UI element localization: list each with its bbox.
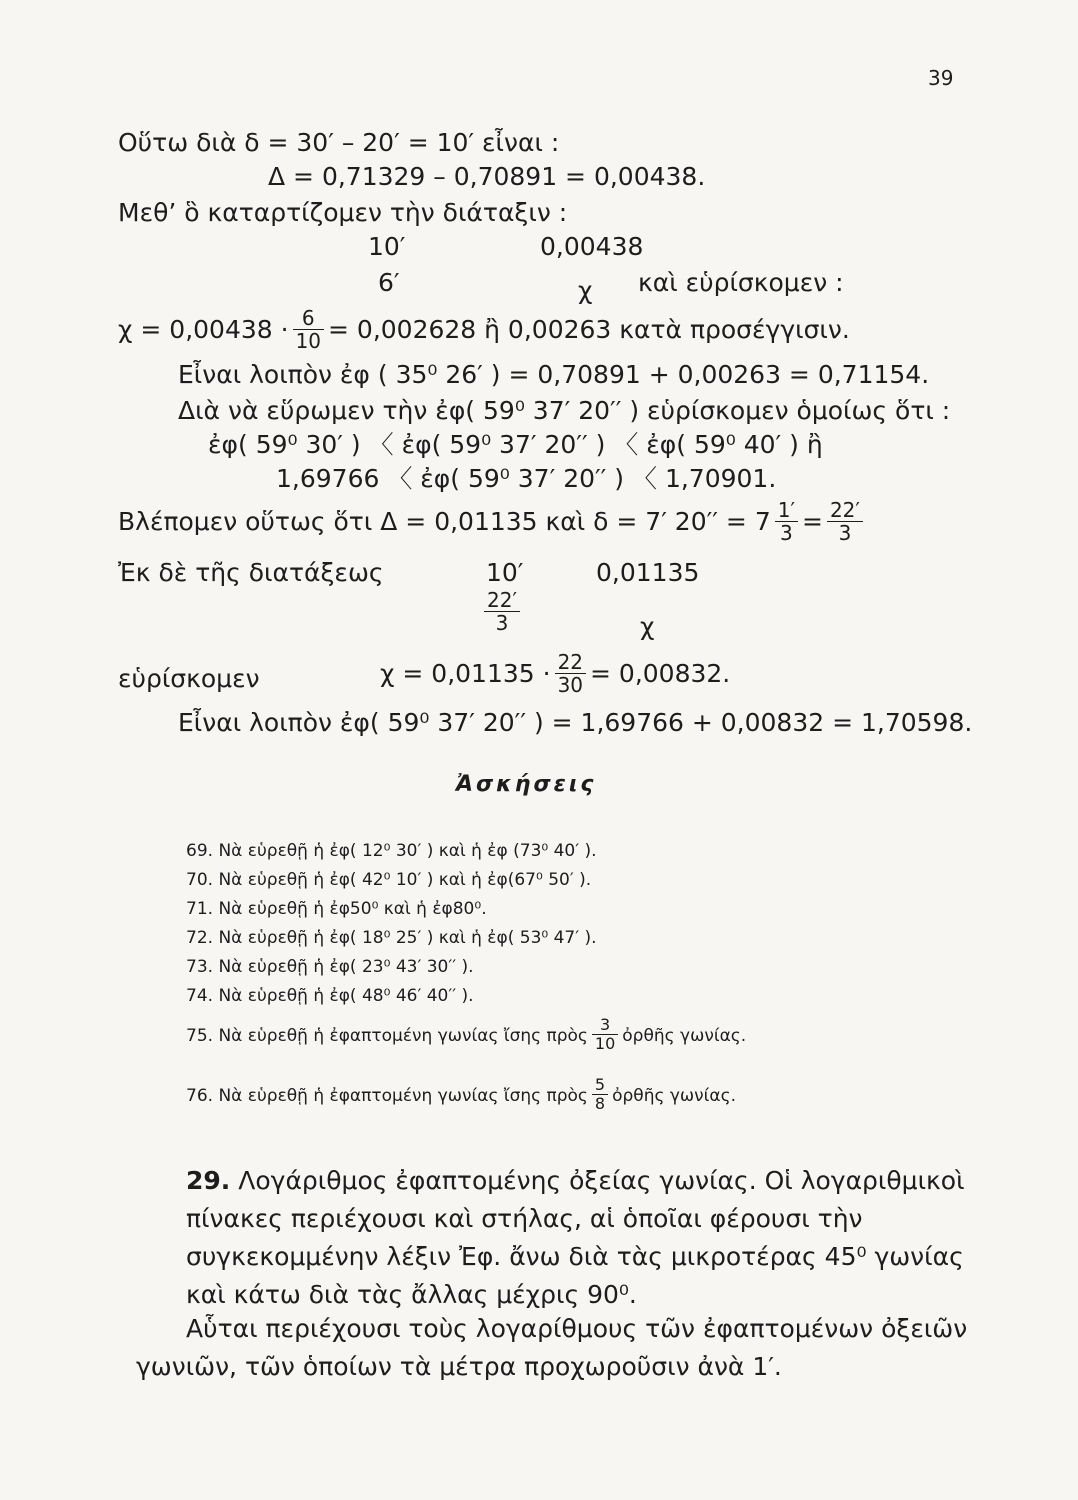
text-line: Δ = 0,71329 – 0,70891 = 0,00438. <box>268 162 706 191</box>
ratio-right: 0,00438 <box>540 232 644 261</box>
fraction-denominator: 3 <box>838 520 852 545</box>
section-text: Λογάριθμος ἐφαπτομένης ὀξείας γωνίας. Οἱ λογαριθμικοὶ πίνακες περιέχουσι καὶ στήλας, αἱ ὁποῖαι φέρουσι τὴν συγκεκομμένην λέξιν Ἐφ. ἄνω διὰ τὰς μικροτέρας 45⁰ γωνίας καὶ κάτω διὰ τὰς ἄλλας μέχρις 90⁰. <box>186 1166 965 1309</box>
exercise-text: 76. Νὰ εὑρεθῇ ἡ ἐφαπτομένη γωνίας ἴσης πρὸς <box>186 1086 588 1106</box>
exercises-heading: Ἀσκήσεις <box>456 772 597 797</box>
page-number: 39 <box>928 66 954 90</box>
exercise-item: 70. Νὰ εὑρεθῇ ἡ ἐφ( 42⁰ 10′ ) καὶ ἡ ἐφ(67⁰ 50′ ). <box>186 870 592 890</box>
exercise-text: 75. Νὰ εὑρεθῇ ἡ ἐφαπτομένη γωνίας ἴσης πρὸς <box>186 1026 588 1046</box>
exercise-item: 71. Νὰ εὑρεθῇ ἡ ἐφ50⁰ καὶ ἡ ἐφ80⁰. <box>186 899 487 919</box>
section-number: 29. <box>186 1166 231 1195</box>
fraction <box>484 589 520 634</box>
fraction-numerator: 22′ <box>827 499 863 522</box>
fraction <box>592 1076 608 1113</box>
fraction-numerator: 22 <box>555 651 586 674</box>
equation-part: = <box>802 507 823 536</box>
text-line: Μεθ’ ὃ καταρτίζομεν τὴν διάταξιν : <box>118 198 568 227</box>
equation-part: Βλέπομεν οὕτως ὅτι Δ = 0,01135 καὶ δ = 7′ 20′′ = 7 <box>118 507 771 536</box>
text-line: 1,69766 〈 ἐφ( 59⁰ 37′ 20′′ ) 〈 1,70901. <box>276 464 777 493</box>
fraction <box>827 499 863 544</box>
fraction-numerator: 5 <box>592 1076 608 1095</box>
equation-part: χ = 0,01135 · <box>380 659 551 688</box>
fraction <box>592 1016 618 1053</box>
fraction-denominator: 3 <box>780 520 793 545</box>
equation-line <box>380 649 731 698</box>
fraction-numerator: 1′ <box>775 499 798 522</box>
ratio-left: 10′ <box>486 558 524 587</box>
fraction-numerator: 3 <box>592 1016 618 1035</box>
exercise-text: ὀρθῆς γωνίας. <box>612 1086 736 1106</box>
text-line: ἐφ( 59⁰ 30′ ) 〈 ἐφ( 59⁰ 37′ 20′′ ) 〈 ἐφ( 59⁰ 40′ ) ἢ <box>208 430 823 459</box>
ratio-left: 10′ <box>368 232 406 261</box>
fraction-numerator: 22′ <box>484 589 520 612</box>
fraction <box>555 651 586 696</box>
exercise-item: 73. Νὰ εὑρεθῇ ἡ ἐφ( 23⁰ 43′ 30′′ ). <box>186 957 474 977</box>
text-line: Εἶναι λοιπὸν ἐφ ( 35⁰ 26′ ) = 0,70891 + 0,00263 = 0,71154. <box>178 360 930 389</box>
ratio-right: χ <box>640 612 655 641</box>
section-paragraph: Αὗται περιέχουσι τοὺς λογαρίθμους τῶν ἐφαπτομένων ὀξειῶν γωνιῶν, τῶν ὁποίων τὰ μέτρα προχωροῦσιν ἀνὰ 1′. <box>136 1314 968 1381</box>
text-line: Διὰ νὰ εὕρωμεν τὴν ἐφ( 59⁰ 37′ 20′′ ) εὑρίσκομεν ὁμοίως ὅτι : <box>178 396 951 425</box>
text-line: Ἐκ δὲ τῆς διατάξεως <box>118 558 384 587</box>
exercise-item <box>186 1016 746 1056</box>
equation-line <box>118 305 850 354</box>
text-line: Εἶναι λοιπὸν ἐφ( 59⁰ 37′ 20′′ ) = 1,69766 + 0,00832 = 1,70598. <box>178 708 973 737</box>
fraction <box>293 307 324 352</box>
ratio-right: 0,01135 <box>596 558 700 587</box>
equation-part: χ = 0,00438 · <box>118 315 289 344</box>
equation-part: = 0,002628 ἢ 0,00263 κατὰ προσέγγισιν. <box>328 315 850 344</box>
fraction-numerator: 6 <box>293 307 324 330</box>
equation-line <box>118 497 867 546</box>
fraction <box>775 499 798 544</box>
ratio-right: χ <box>578 276 593 305</box>
text-line: Οὕτω διὰ δ = 30′ – 20′ = 10′ εἶναι : <box>118 128 560 157</box>
exercise-item: 72. Νὰ εὑρεθῇ ἡ ἐφ( 18⁰ 25′ ) καὶ ἡ ἐφ( 53⁰ 47′ ). <box>186 928 597 948</box>
ratio-left: 6′ <box>378 268 400 297</box>
section-paragraph <box>186 1162 976 1314</box>
exercise-item: 74. Νὰ εὑρεθῇ ἡ ἐφ( 48⁰ 46′ 40′′ ). <box>186 986 474 1006</box>
exercise-text: ὀρθῆς γωνίας. <box>622 1026 747 1046</box>
fraction-denominator: 10 <box>295 328 322 353</box>
equation-part: = 0,00832. <box>590 659 731 688</box>
text-line: καὶ εὑρίσκομεν : <box>638 268 844 297</box>
fraction-denominator: 10 <box>594 1033 616 1053</box>
fraction-denominator: 3 <box>495 610 509 635</box>
fraction-denominator: 30 <box>557 672 584 697</box>
ratio-left <box>480 587 524 636</box>
exercise-item <box>186 1076 736 1116</box>
exercise-item: 69. Νὰ εὑρεθῇ ἡ ἐφ( 12⁰ 30′ ) καὶ ἡ ἐφ (73⁰ 40′ ). <box>186 841 597 861</box>
fraction-denominator: 8 <box>594 1093 606 1113</box>
text-line: εὑρίσκομεν <box>118 664 260 693</box>
